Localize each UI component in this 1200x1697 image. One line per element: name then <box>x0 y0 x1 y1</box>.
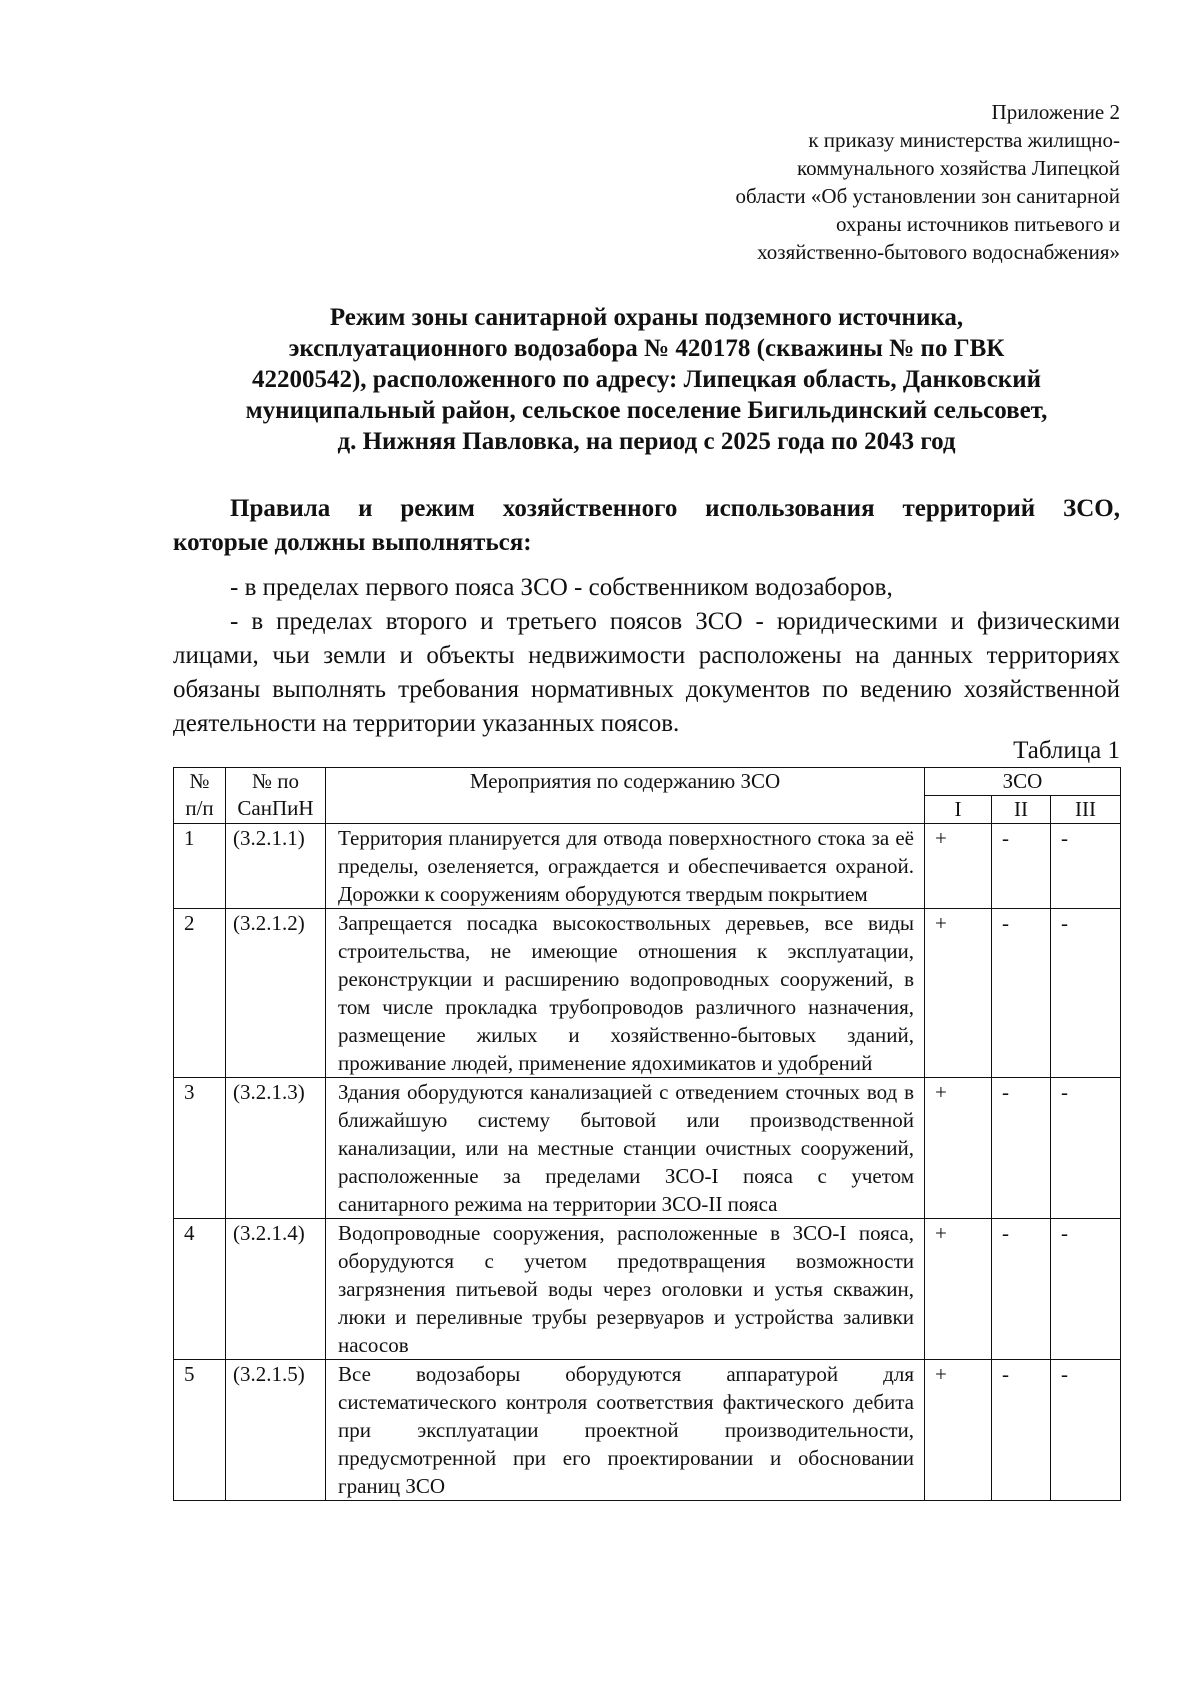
appendix-line: Приложение 2 <box>991 100 1120 124</box>
appendix-line: коммунального хозяйства Липецкой <box>797 156 1120 180</box>
row-measure: Территория планируется для отвода поверхностного стока за её пределы, озеленяется, ограждается и обеспечивается охраной. Дорожки к сооружениям оборудуются твердым покрытием <box>326 824 925 909</box>
rules-item: - в пределах первого пояса ЗСО - собственником водозаборов, <box>230 574 893 601</box>
table-row <box>174 1219 1121 1360</box>
appendix-line: к приказу министерства жилищно- <box>808 128 1120 152</box>
table-row <box>174 824 1121 909</box>
table-row <box>174 1078 1121 1219</box>
row-sanpin: (3.2.1.1) <box>226 824 326 909</box>
row-belt-1: + <box>925 909 992 1078</box>
rules-list <box>173 571 1120 741</box>
rules-heading <box>173 492 1120 560</box>
row-belt-1: + <box>925 1360 992 1501</box>
appendix-line: области «Об установлении зон санитарной <box>735 184 1120 208</box>
row-measure: Все водозаборы оборудуются аппаратурой для систематического контроля соответствия фактического дебита при эксплуатации проектной производительности, предусмотренной при его проектировании и обосновании границ ЗСО <box>326 1360 925 1501</box>
title-line: 42200542), расположенного по адресу: Липецкая область, Данковский <box>251 366 1041 393</box>
title-line: муниципальный район, сельское поселение Бигильдинский сельсовет, <box>245 397 1048 424</box>
row-sanpin: (3.2.1.4) <box>226 1219 326 1360</box>
row-measure: Здания оборудуются канализацией с отведением сточных вод в ближайшую систему бытовой или производственной канализации, или на местные станции очистных сооружений, расположенные за пределами ЗСО-I пояса с учетом санитарного режима на территории ЗСО-II пояса <box>326 1078 925 1219</box>
row-belt-1: + <box>925 824 992 909</box>
table-row <box>174 909 1121 1078</box>
row-sanpin: (3.2.1.3) <box>226 1078 326 1219</box>
appendix-line: охраны источников питьевого и <box>835 212 1120 236</box>
header-num: № п/п <box>174 768 226 824</box>
zso-measures-table <box>173 767 1121 1501</box>
row-belt-3: - <box>1051 1078 1121 1219</box>
row-num: 5 <box>174 1360 226 1501</box>
header-measures: Мероприятия по содержанию ЗСО <box>326 768 925 824</box>
header-belt-1: I <box>925 796 992 824</box>
row-belt-3: - <box>1051 824 1121 909</box>
rules-heading-line: Правила и режим хозяйственного использования территорий ЗСО, <box>230 495 1120 522</box>
title-line: д. Нижняя Павловка, на период с 2025 года по 2043 год <box>337 428 956 455</box>
row-measure: Запрещается посадка высокоствольных деревьев, все виды строительства, не имеющие отношения к эксплуатации, реконструкции и расширению водопроводных сооружений, в том числе прокладка трубопроводов различного назначения, размещение жилых и хозяйственно-бытовых зданий, проживание людей, применение ядохимикатов и удобрений <box>326 909 925 1078</box>
title-line: Режим зоны санитарной охраны подземного источника, <box>329 304 964 331</box>
row-belt-1: + <box>925 1078 992 1219</box>
row-num: 1 <box>174 824 226 909</box>
header-zso: ЗСО <box>925 768 1121 796</box>
row-num: 4 <box>174 1219 226 1360</box>
row-belt-3: - <box>1051 1219 1121 1360</box>
row-belt-2: - <box>992 1360 1051 1501</box>
row-belt-2: - <box>992 824 1051 909</box>
row-belt-3: - <box>1051 1360 1121 1501</box>
row-num: 3 <box>174 1078 226 1219</box>
rules-heading-line: которые должны выполняться: <box>173 529 532 556</box>
header-sanpin: № по СанПиН <box>226 768 326 824</box>
title-line: эксплуатационного водозабора № 420178 (скважины № по ГВК <box>288 335 1005 362</box>
row-belt-2: - <box>992 1078 1051 1219</box>
table-caption: Таблица 1 <box>1013 737 1120 764</box>
header-belt-3: III <box>1051 796 1121 824</box>
row-belt-2: - <box>992 1219 1051 1360</box>
row-measure: Водопроводные сооружения, расположенные в ЗСО-I пояса, оборудуются с учетом предотвращения возможности загрязнения питьевой воды через оголовки и устья скважин, люки и переливные трубы резервуаров и устройства заливки насосов <box>326 1219 925 1360</box>
row-sanpin: (3.2.1.2) <box>226 909 326 1078</box>
document-title <box>173 302 1120 457</box>
row-belt-3: - <box>1051 909 1121 1078</box>
table-header-row <box>174 768 1121 796</box>
table-row <box>174 1360 1121 1501</box>
rules-item: - в пределах второго и третьего поясов ЗСО - юридическими и физическими лицами, чьи земли и объекты недвижимости расположены на данных территориях обязаны выполнять требования нормативных документов по ведению хозяйственной деятельности на территории указанных поясов. <box>173 608 1120 737</box>
row-belt-2: - <box>992 909 1051 1078</box>
appendix-note <box>600 98 1120 266</box>
appendix-line: хозяйственно-бытового водоснабжения» <box>757 240 1120 264</box>
row-num: 2 <box>174 909 226 1078</box>
row-sanpin: (3.2.1.5) <box>226 1360 326 1501</box>
header-belt-2: II <box>992 796 1051 824</box>
row-belt-1: + <box>925 1219 992 1360</box>
